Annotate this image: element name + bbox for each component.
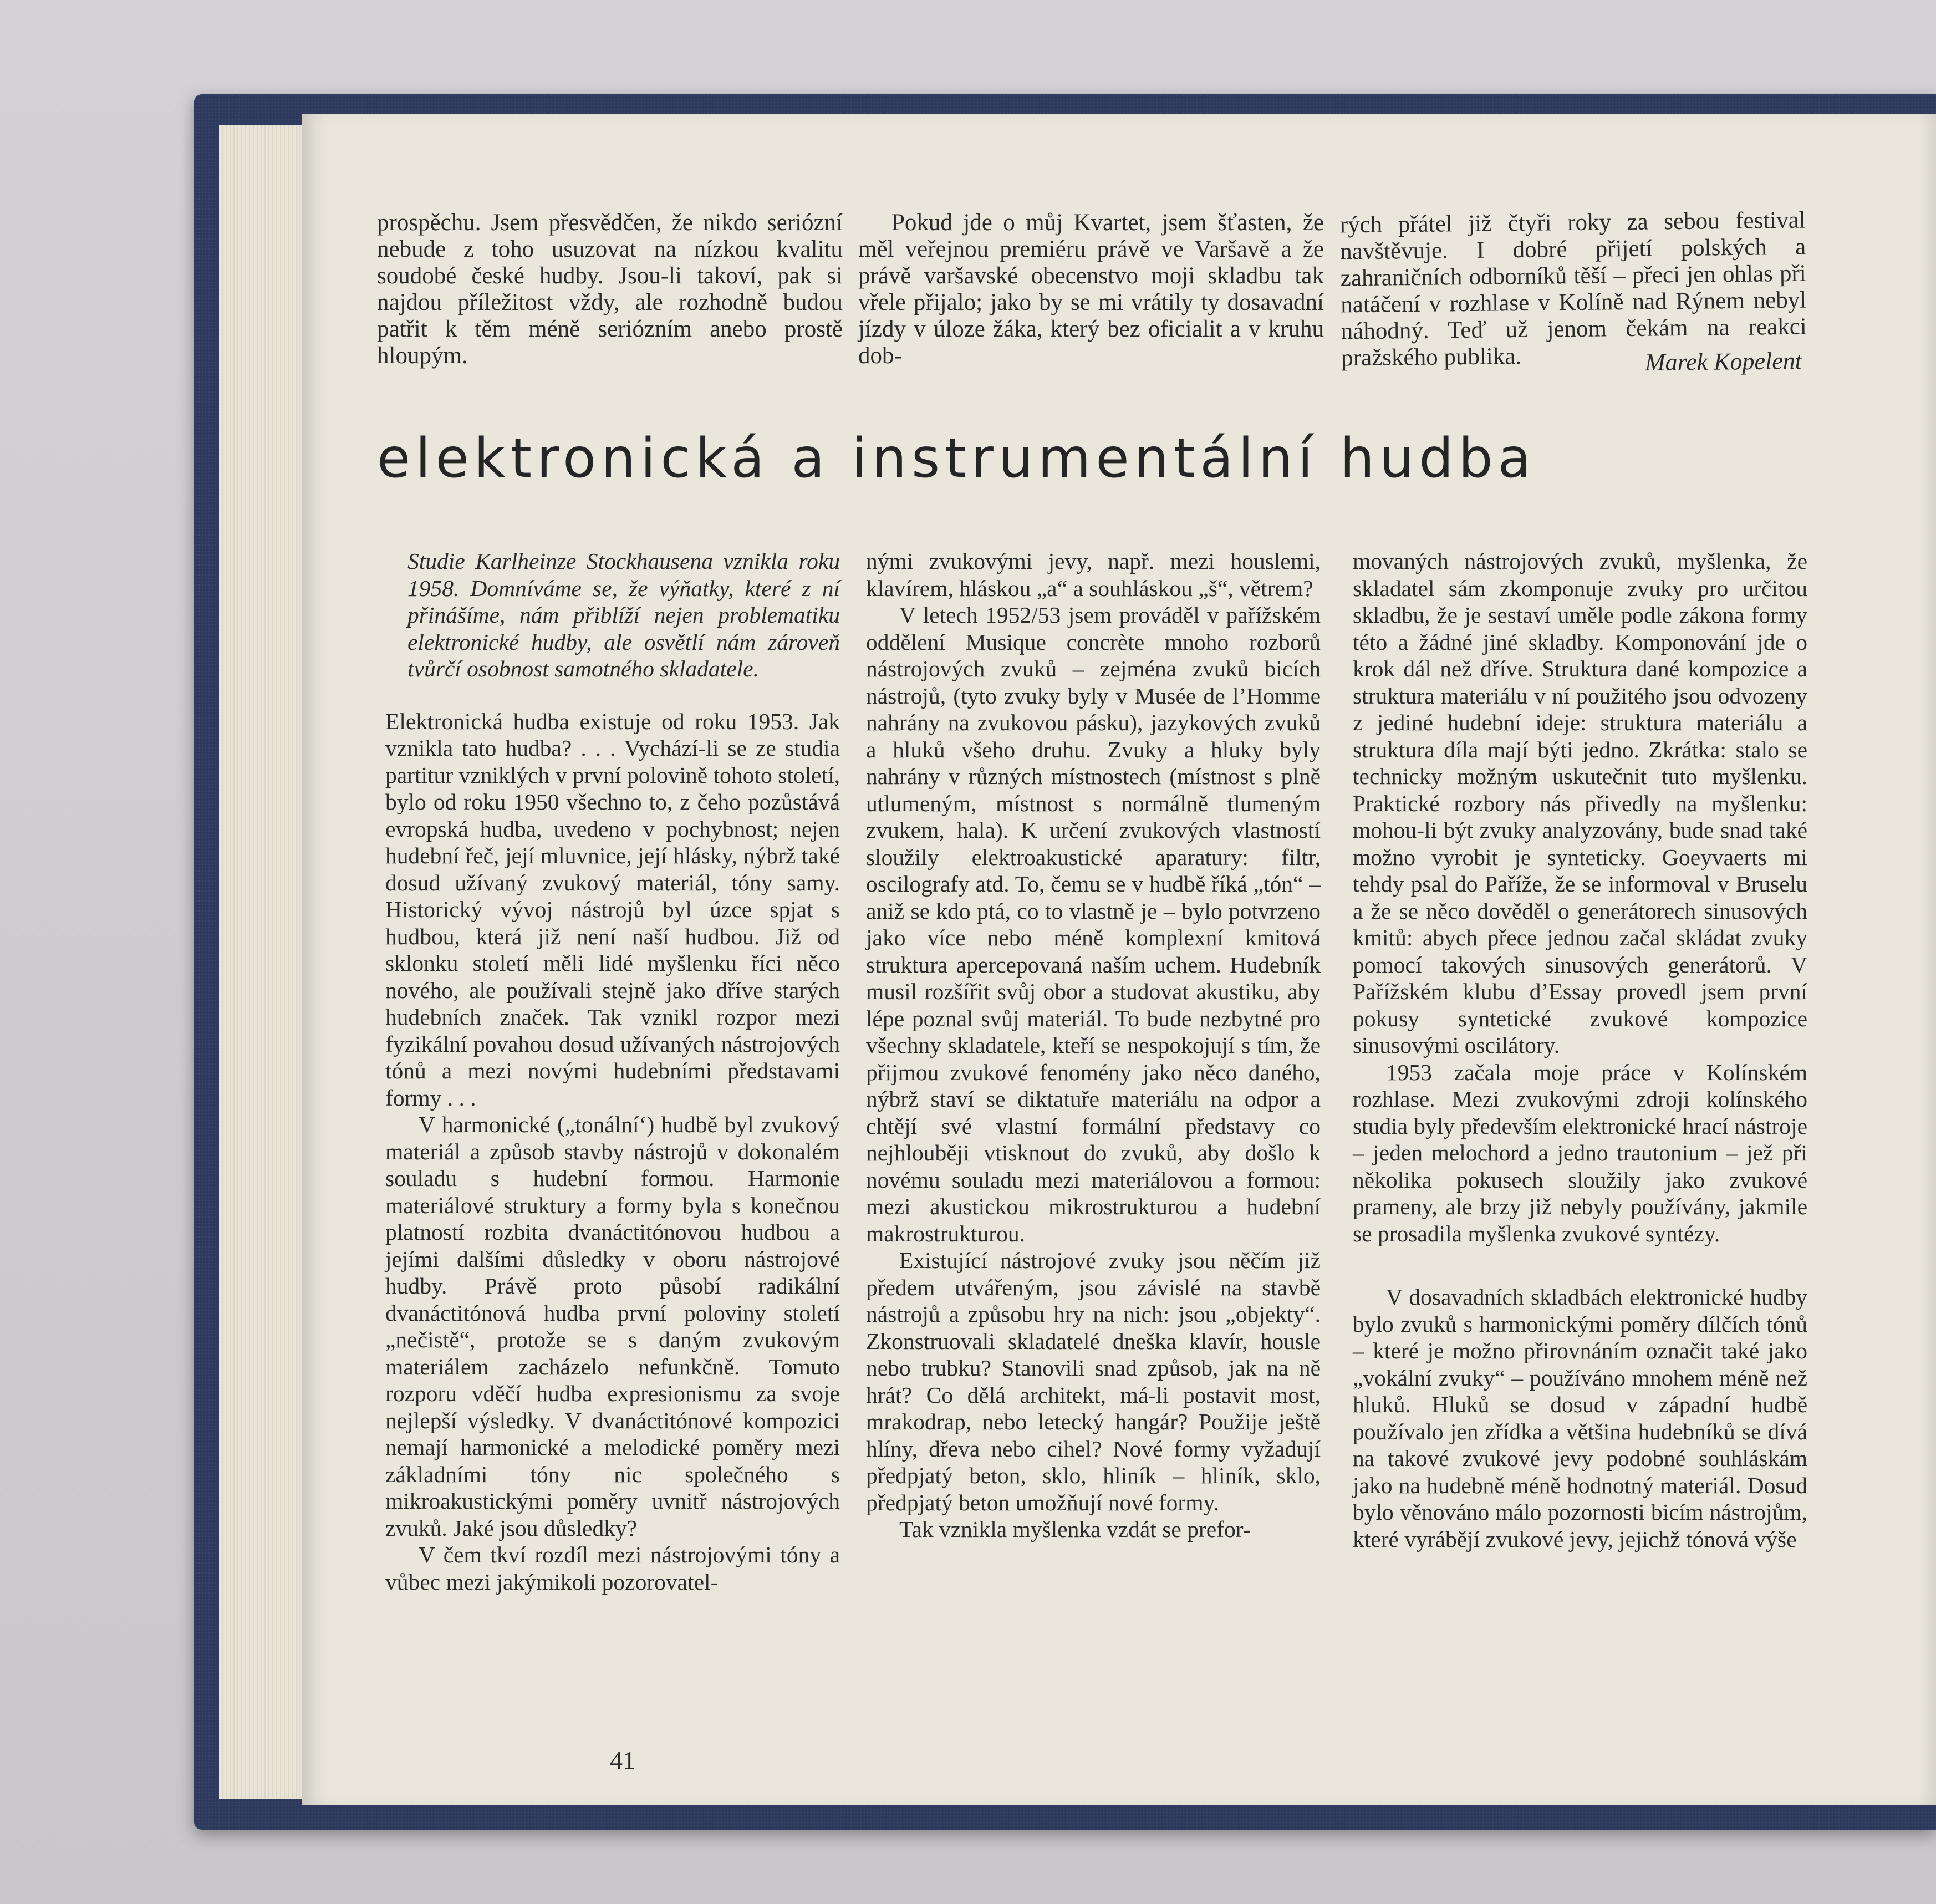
article-intro: Studie Karlheinze Stockhausena vznikla roku 1958. Domníváme se, že výňatky, které z ní přinášíme, nám přiblíží nejen problematiku elektronické hudby, ale osvětlí nám zároveň tvůrčí osobnost samotného skladatele.	[407, 548, 840, 681]
paragraph: V dosavadních skladbách elektronické hudby bylo zvuků s harmonickými poměry dílčích tónů – které je možno přirovnáním označit také jako „vokální zvuky“ – používáno mnohem méně než hluků. Hluků se dosud v západní hudbě používalo jen zřídka a většina hudebníků se dívá na takové zvukové jevy podobné souhláskám jako na hudebně méně hodnotný materiál. Dosud bylo věnováno málo pozornosti bicím nástrojům, které vyrábějí zvukové jevy, jejichž tónová výše	[1353, 1284, 1807, 1552]
article-column-3	[1353, 548, 1807, 1552]
paragraph: Elektronická hudba existuje od roku 1953. Jak vznikla tato hudba? . . . Vychází-li se ze studia partitur vzniklých v první polovině tohoto století, bylo od roku 1950 všechno to, z čeho pozůstává evropská hudba, uvedeno v pochybnost; nejen hudební řeč, její mluvnice, její hlásky, nýbrž také dosud užívaný zvukový materiál, tóny samy. Historický vývoj nástrojů byl úzce spjat s hudbou, která již není naší hudbou. Již od sklonku století měli lidé myšlenku říci něco nového, ale používali stejně jako dříve starých hudebních značek. Tak vznikl rozpor mezi fyzikální povahou dosud užívaných nástrojových tónů a mezi novými hudebními představami formy . . .	[385, 708, 840, 1111]
page-right-edge	[1918, 114, 1936, 1805]
previous-article-column-1	[377, 210, 843, 369]
paragraph: V čem tkví rozdíl mezi nástrojovými tóny a vůbec mezi jakýmikoli pozorovatel-	[385, 1542, 840, 1595]
author-signature: Marek Kopelent	[1644, 347, 1802, 376]
paragraph: movaných nástrojových zvuků, myšlenka, že skladatel sám zkomponuje zvuky pro určitou skladbu, že je sestaví uměle podle zákona formy této a žádné jiné skladby. Komponování jde o krok dál než dříve. Struktura dané kompozice a struktura materiálu v ní použitého jsou odvozeny z jediné hudební ideje: struktura materiálu a struktura díla mají býti jedno. Zkrátka: stalo se technicky možným uskutečnit tuto myšlenku. Praktické rozbory nás přivedly na myšlenku: mohou-li být zvuky analyzovány, bude snad také možno vyrobit je synteticky. Goeyvaerts mi tehdy psal do Paříže, že se informoval v Bruselu a že se něco dověděl o generátorech sinusových kmitů: abych přece jednou začal skládat zvuky pomocí takových sinusových generátorů. V Pařížském klubu d’Essay provedl jsem první pokusy syntetické zvukové kompozice sinusovými oscilátory.	[1353, 548, 1807, 1058]
paragraph: V letech 1952/53 jsem prováděl v pařížském oddělení Musique concrète mnoho rozborů nástrojových zvuků – zejména zvuků bicích nástrojů, (tyto zvuky byly v Musée de l’Homme nahrány na zvukovou pásku), jazykových zvuků a hluků všeho druhu. Zvuky a hluky byly nahrány v různých místnostech (místnost s plně utlumeným, místnost s normálně tlumeným zvukem, hala). K určení zvukových vlastností sloužily elektroakustické aparatury: filtr, oscilografy atd. To, čemu se v hudbě říká „tón“ – aniž se kdo ptá, co to vlastně je – bylo potvrzeno jako více nebo méně komplexní kmitová struktura apercepovaná naším uchem. Hudebník musil rozšířit svůj obor a studovat akustiku, aby lépe poznal svůj materiál. To bude nezbytné pro všechny skladatele, kteří se nespokojují s tím, že přijmou zvukové fenomény jako něco daného, nýbrž staví se diktatuře materiálu na odpor a chtějí své vlastní formální představy co nejhlouběji vtisknout do zvuků, aby došlo k novému souladu mezi materiálovou a formou: mezi akustickou mikrostrukturou a hudební makrostrukturou.	[866, 602, 1321, 1246]
paragraph: 1953 začala moje práce v Kolínském rozhlase. Mezi zvukovými zdroji kolínského studia byly především elektronické hrací nástroje – jeden melochord a jedno trautonium – jež při několika pokusech sloužily jako zvukové prameny, ale brzy již nebyly používány, jakmile se prosadila myšlenka zvukové syntézy.	[1353, 1059, 1807, 1246]
previous-article-column-2	[858, 210, 1324, 369]
article-column-1	[385, 548, 840, 1595]
article-column-2	[866, 548, 1321, 1543]
previous-article-text: Pokud jde o můj Kvartet, jsem šťasten, že měl veřejnou premiéru právě ve Varšavě a že právě varšavské obecenstvo moji skladbu tak vřele přijalo; jako by se mi vrátily ty dosavadní jízdy v úloze žáka, který bez oficialit a v kruhu dob-	[858, 210, 1324, 369]
previous-article-text: prospěchu. Jsem přesvědčen, že nikdo seriózní nebude z toho usuzovat na nízkou kvalitu soudobé české hudby. Jsou-li takoví, pak si najdou příležitost vždy, ale rozhodně budou patřit k těm méně seriózním anebo prostě hloupým.	[377, 210, 843, 369]
paragraph: nými zvukovými jevy, např. mezi houslemi, klavírem, hláskou „a“ a souhláskou „š“, větrem?	[866, 548, 1321, 601]
previous-article-text: rých přátel již čtyři roky za sebou festival navštěvuje. I dobré přijetí polských a zahraničních odborníků těší – přeci jen ohlas při natáčení v rozhlase v Kolíně nad Rýnem nebyl náhodný. Teď už jenom čekám na reakci pražského publika.	[1339, 207, 1807, 371]
paragraph: V harmonické („tonální‘) hudbě byl zvukový materiál a způsob stavby nástrojů v dokonalém souladu s hudební formou. Harmonie materiálové struktury a formy byla s konečnou platností rozbita dvanáctitónovou hudbou a jejími dalšími důsledky v oboru nástrojové hudby. Právě proto působí radikální dvanáctitónová hudba první poloviny století „nečistě“, protože se s daným zvukovým materiálem zacházelo nefunkčně. Tomuto rozporu vděčí hudba expresionismu za svoje nejlepší výsledky. V dvanáctitónové kompozici nemají harmonické a melodické poměry mezi základními tóny nic společného s mikroakustickými poměry uvnitř nástrojových zvuků. Jaké jsou důsledky?	[385, 1112, 840, 1541]
article-title: elektronická a instrumentální hudba	[377, 427, 1536, 490]
paragraph: Tak vznikla myšlenka vzdát se prefor-	[899, 1516, 1251, 1542]
paragraph: Existující nástrojové zvuky jsou něčím již předem utvářeným, jsou závislé na stavbě nástrojů a způsobu hry na nich: jsou „objekty“. Zkonstruovali skladatelé dneška klavír, housle nebo trubku? Stanovili snad způsob, jak na ně hrát? Co dělá architekt, má-li postavit most, mrakodrap, nebo letecký hangár? Použije ještě hlíny, dřeva nebo cihel? Nové formy vyžadují předpjatý beton, sklo, hliník – hliník, sklo, předpjatý beton umožňují nové formy.	[866, 1248, 1321, 1515]
page-number: 41	[610, 1746, 635, 1774]
